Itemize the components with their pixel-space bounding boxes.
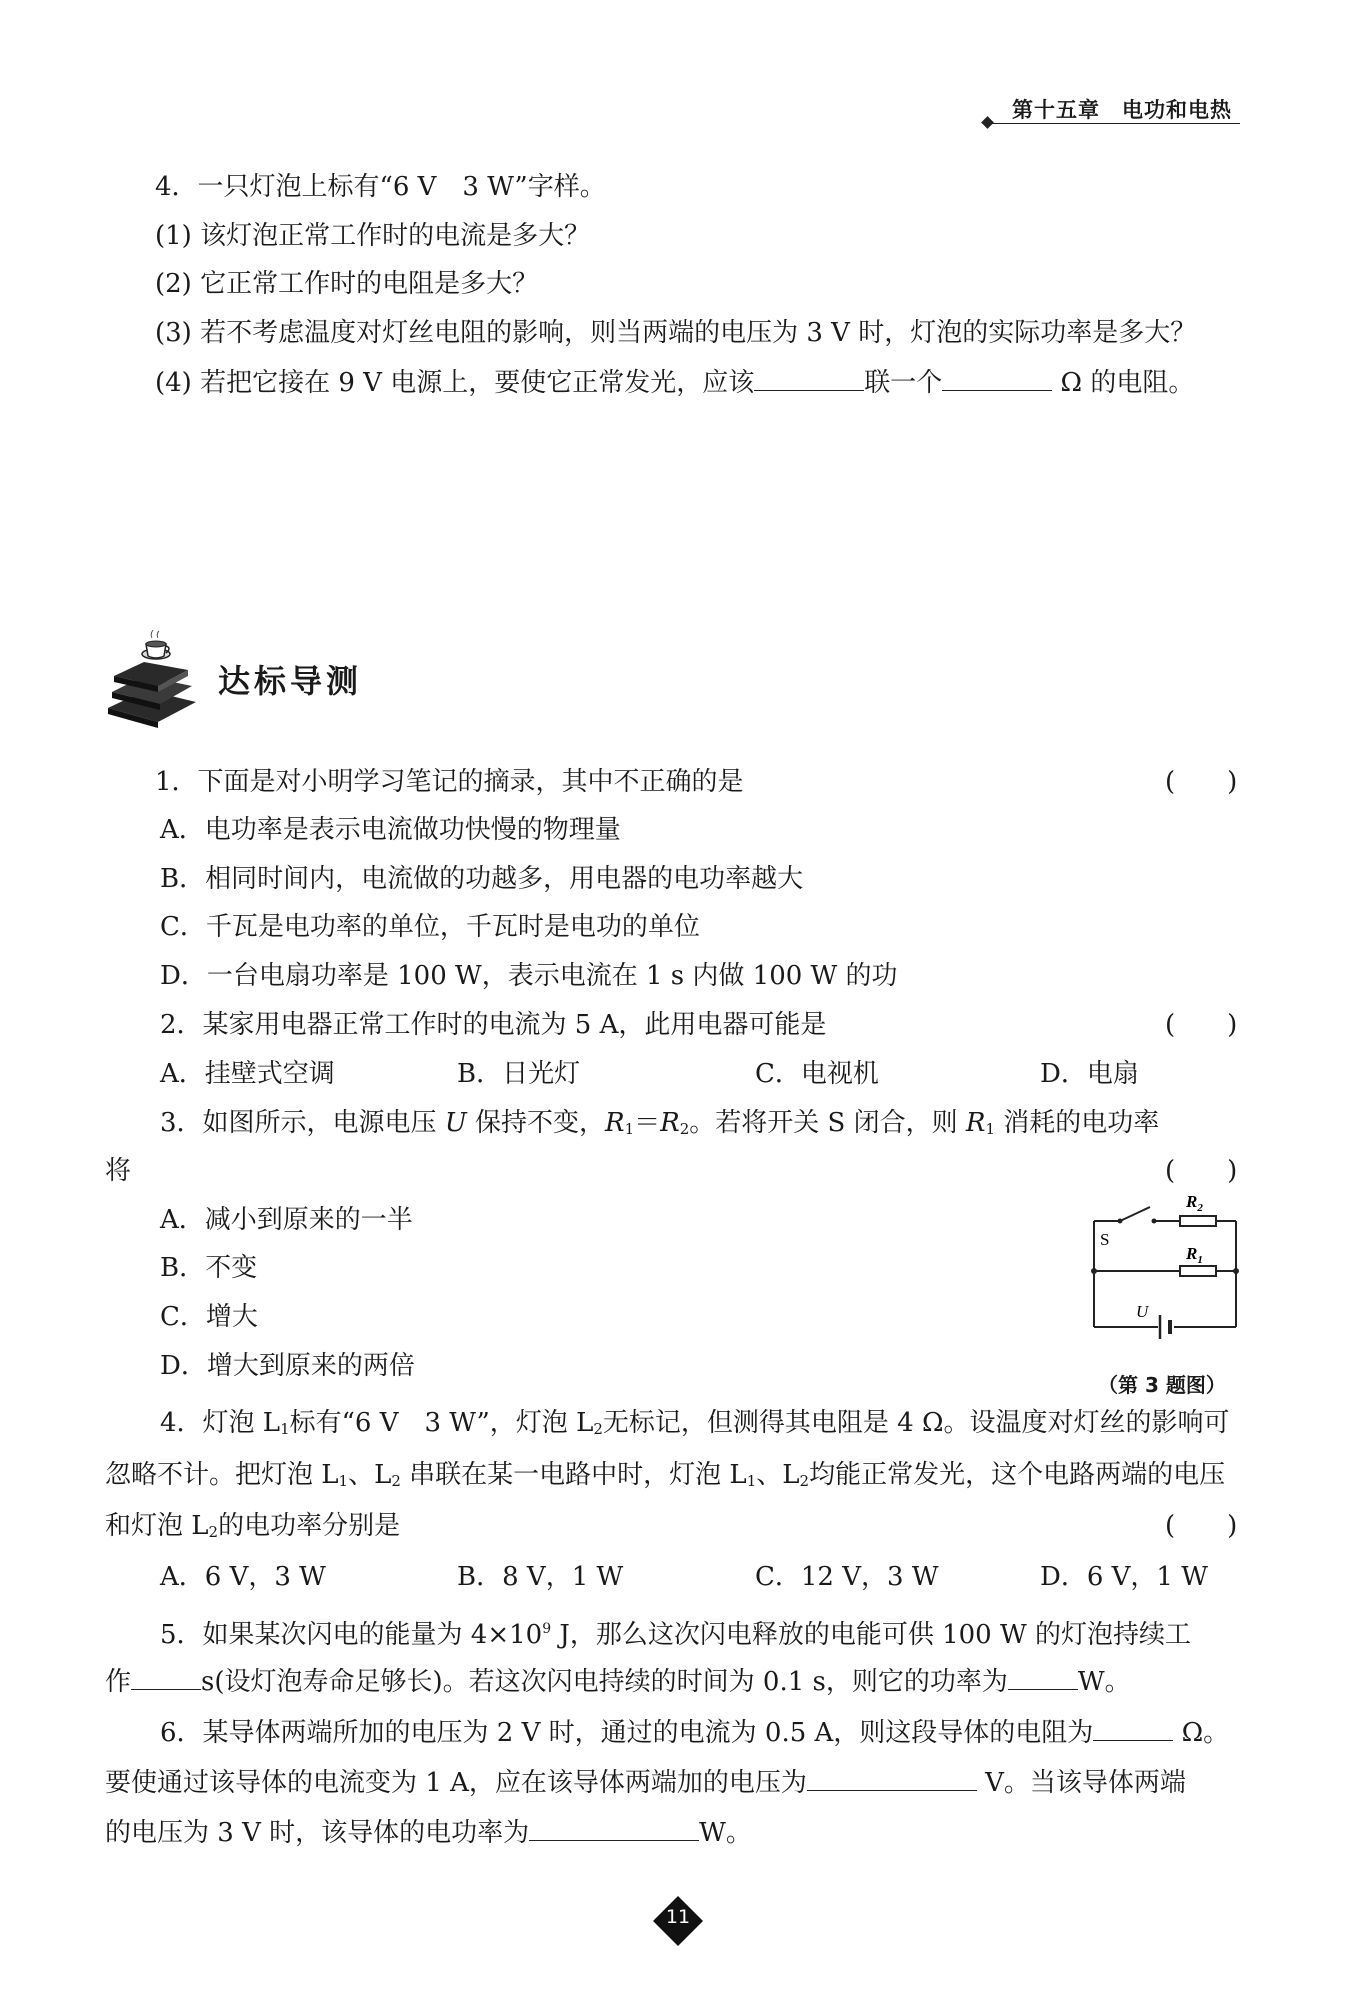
page-number: 11 bbox=[665, 1906, 691, 1928]
q4-l3-a: 和灯泡 L bbox=[105, 1511, 209, 1541]
q3-option-b: B．不变 bbox=[160, 1253, 258, 1283]
q6-line3 bbox=[105, 1814, 752, 1850]
q1-option-b: B．相同时间内，电流做的功越多，用电器的电功率越大 bbox=[160, 864, 804, 894]
q3-stem-d: 消耗的电功率 bbox=[995, 1108, 1160, 1138]
q4-l2-sub3: 1 bbox=[746, 1472, 757, 1490]
q3-eq: ＝ bbox=[634, 1108, 661, 1138]
q3-answer-paren[interactable]: ( ) bbox=[1165, 1156, 1238, 1186]
q6-l2-a: 要使通过该导体的电流变为 1 A，应在该导体两端加的电压为 bbox=[105, 1768, 807, 1798]
q2-option-c: C．电视机 bbox=[755, 1059, 879, 1089]
q4-l2-e: 均能正常发光，这个电路两端的电压 bbox=[809, 1460, 1226, 1490]
q3-stem bbox=[160, 1106, 1159, 1146]
q3-stem-a: 3．如图所示，电源电压 bbox=[160, 1108, 445, 1138]
q4-l2-sub2: 2 bbox=[391, 1472, 401, 1490]
q3-var-r1: R bbox=[605, 1108, 625, 1138]
q4-top-part2: (2) 它正常工作时的电阻是多大？ bbox=[155, 269, 539, 299]
q6-l1-a: 6．某导体两端所加的电压为 2 V 时，通过的电流为 0.5 A，则这段导体的电阻为 bbox=[160, 1718, 1094, 1748]
q4-top-part4 bbox=[155, 364, 1194, 400]
q4-l2-c: 串联在某一电路中时，灯泡 L bbox=[400, 1460, 747, 1490]
q3-sub-1: 1 bbox=[624, 1120, 635, 1138]
q4-l2-sub4: 2 bbox=[799, 1472, 810, 1490]
q4-option-a: A．6 V，3 W bbox=[160, 1562, 326, 1592]
q6-l2-b: V。当该导体两端 bbox=[976, 1768, 1186, 1798]
q5-blank-time[interactable] bbox=[131, 1663, 201, 1690]
q3-option-d: D．增大到原来的两倍 bbox=[160, 1351, 415, 1381]
q5-l2-a: 作 bbox=[105, 1667, 132, 1697]
chapter-header: 第十五章 电功和电热 bbox=[1012, 98, 1232, 122]
q1-option-d: D．一台电扇功率是 100 W，表示电流在 1 s 内做 100 W 的功 bbox=[160, 961, 898, 991]
q4-top-part4-text-c: Ω 的电阻。 bbox=[1052, 368, 1195, 398]
q2-option-b: B．日光灯 bbox=[457, 1059, 581, 1089]
q5-l1-sup: 9 bbox=[542, 1621, 552, 1637]
q4-top-part3: (3) 若不考虑温度对灯丝电阻的影响，则当两端的电压为 3 V 时，灯泡的实际功率是多大？ bbox=[155, 318, 1197, 348]
circuit-label-r2: $R_2$ bbox=[1186, 1192, 1203, 1214]
q4-l3-sub: 2 bbox=[208, 1523, 219, 1541]
q4-top-blank-connection[interactable] bbox=[754, 364, 864, 391]
q1-answer-paren[interactable]: ( ) bbox=[1165, 767, 1238, 797]
q3-sub-2: 2 bbox=[679, 1120, 690, 1138]
q4-top-blank-resistance[interactable] bbox=[942, 364, 1052, 391]
q4-option-b: B．8 V，1 W bbox=[457, 1562, 624, 1592]
q6-blank-voltage[interactable] bbox=[807, 1764, 977, 1791]
q6-line2 bbox=[105, 1764, 1186, 1800]
q4-l1-sub2: 2 bbox=[593, 1420, 603, 1438]
q4-l3-b: 的电功率分别是 bbox=[218, 1511, 401, 1541]
q4-l2-sub1: 1 bbox=[338, 1472, 349, 1490]
q4-l1-c: 无标记，但测得其电阻是 4 Ω。设温度对灯丝的影响可 bbox=[602, 1408, 1230, 1438]
books-coffee-icon bbox=[100, 630, 200, 730]
q4-top-part4-text-b: 联一个 bbox=[864, 368, 943, 398]
q4-l1-a: 4．灯泡 L bbox=[160, 1408, 281, 1438]
q3-stem-c: 。若将开关 S 闭合，则 bbox=[689, 1108, 966, 1138]
q3-var-r2: R bbox=[660, 1108, 680, 1138]
q3-stem-cont: 将 bbox=[105, 1156, 132, 1186]
q4-option-c: C．12 V，3 W bbox=[755, 1562, 939, 1592]
q4-l1-b: 标有“6 V 3 W”，灯泡 L bbox=[289, 1408, 594, 1438]
q4-l2-a: 忽略不计。把灯泡 L bbox=[105, 1460, 339, 1490]
q5-l1-a: 5．如果某次闪电的能量为 4×10 bbox=[160, 1620, 543, 1650]
q6-l3-b: W。 bbox=[699, 1818, 752, 1848]
q4-top-part4-text-a: (4) 若把它接在 9 V 电源上，要使它正常发光，应该 bbox=[155, 368, 755, 398]
figure-caption: （第 3 题图） bbox=[1098, 1373, 1226, 1397]
q6-l1-b: Ω。 bbox=[1173, 1718, 1230, 1748]
q3-var-u: U bbox=[444, 1108, 467, 1138]
q4-l2-d: 、L bbox=[756, 1460, 800, 1490]
header-rule bbox=[990, 123, 1240, 124]
circuit-diagram bbox=[1080, 1185, 1250, 1345]
q6-blank-resistance[interactable] bbox=[1093, 1714, 1173, 1741]
q3-var-r1b: R bbox=[965, 1108, 986, 1138]
q4-top-stem: 4．一只灯泡上标有“6 V 3 W”字样。 bbox=[155, 172, 606, 202]
circuit-label-r1: $R_1$ bbox=[1186, 1244, 1203, 1266]
q6-blank-power[interactable] bbox=[529, 1814, 699, 1841]
q4-l1-sub1: 1 bbox=[280, 1420, 290, 1438]
q2-option-d: D．电扇 bbox=[1040, 1059, 1139, 1089]
q4-line1 bbox=[160, 1406, 1230, 1446]
q2-answer-paren[interactable]: ( ) bbox=[1165, 1010, 1238, 1040]
q5-line2 bbox=[105, 1663, 1131, 1699]
q1-option-a: A．电功率是表示电流做功快慢的物理量 bbox=[160, 815, 621, 845]
q5-l1-b: J，那么这次闪电释放的电能可供 100 W 的灯泡持续工 bbox=[551, 1620, 1191, 1650]
q4-top-part1: (1) 该灯泡正常工作时的电流是多大？ bbox=[155, 221, 591, 251]
q4-l2-b: 、L bbox=[348, 1460, 392, 1490]
q5-l2-b: s(设灯泡寿命足够长)。若这次闪电持续的时间为 0.1 s，则它的功率为 bbox=[201, 1667, 1008, 1697]
q4-line3 bbox=[105, 1509, 400, 1549]
q5-l2-c: W。 bbox=[1077, 1667, 1131, 1697]
q6-line1 bbox=[160, 1714, 1229, 1750]
q2-stem: 2．某家用电器正常工作时的电流为 5 A，此用电器可能是 bbox=[160, 1010, 827, 1040]
circuit-label-u: U bbox=[1136, 1302, 1149, 1321]
q5-line1 bbox=[160, 1612, 1191, 1652]
q6-l3-a: 的电压为 3 V 时，该导体的电功率为 bbox=[105, 1818, 530, 1848]
q1-stem: 1．下面是对小明学习笔记的摘录，其中不正确的是 bbox=[155, 767, 744, 797]
q3-option-c: C．增大 bbox=[160, 1302, 258, 1332]
q3-sub-1b: 1 bbox=[985, 1120, 995, 1138]
q4-option-d: D．6 V，1 W bbox=[1040, 1562, 1208, 1592]
q4-line2 bbox=[105, 1458, 1225, 1498]
circuit-label-switch: S bbox=[1100, 1230, 1110, 1249]
q1-option-c: C．千瓦是电功率的单位，千瓦时是电功的单位 bbox=[160, 912, 700, 942]
q4-answer-paren[interactable]: ( ) bbox=[1165, 1511, 1238, 1541]
q5-blank-power[interactable] bbox=[1008, 1663, 1078, 1690]
q2-option-a: A．挂壁式空调 bbox=[160, 1059, 335, 1089]
q3-stem-b: 保持不变， bbox=[466, 1108, 605, 1138]
section-title: 达标导测 bbox=[218, 662, 363, 700]
q3-option-a: A．减小到原来的一半 bbox=[160, 1205, 413, 1235]
